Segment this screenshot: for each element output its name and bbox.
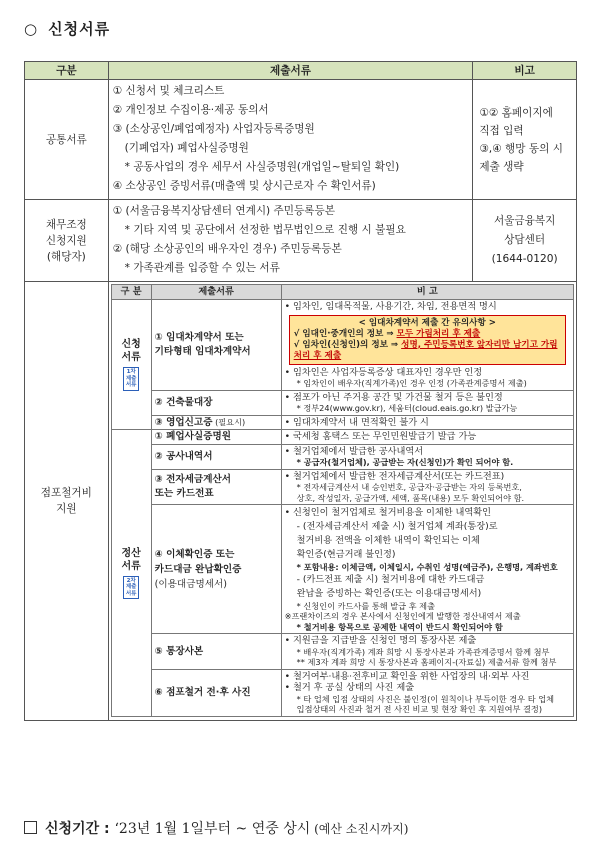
settlement-label xyxy=(111,430,151,717)
transfer-remark-9: ※프랜차이즈의 경우 본사에서 신청인에게 발행한 정산내역서 제출 xyxy=(284,611,521,621)
transfer-doc-1: ④ 이체확인증 또는 xyxy=(154,548,235,560)
inner-header-remarks: 비 고 xyxy=(281,285,573,300)
building-row xyxy=(111,390,573,415)
tax-remark-1: • 철거업체에서 발급한 전자세금계산서(또는 카드전표) xyxy=(284,470,505,482)
bankbook-remarks xyxy=(281,634,573,670)
construction-remark-2: * 공급자(철거업체), 공급받는 자(신청인)가 확인 되어야 함. xyxy=(296,457,514,467)
photo-remarks xyxy=(281,669,573,716)
inner-header-row xyxy=(111,285,573,300)
bankbook-remark-1: • 지원금을 지급받을 신청인 명의 통장사본 제출 xyxy=(284,635,477,646)
tax-doc-2: 또는 카드전표 xyxy=(154,487,214,499)
tax-remarks xyxy=(281,469,573,505)
warning-line-2-prefix: √ 임차인(신청인)의 정보 ⇒ xyxy=(293,339,402,350)
photo-remark-3: * 타 업체 입점 상태의 사진은 불인정(이 원칙이나 부득이한 경우 타 업체 xyxy=(296,693,555,704)
photo-doc: ⑥ 점포철거 전·후 사진 xyxy=(151,669,281,716)
common-line-2: ② 개인정보 수집이용·제공 동의서 xyxy=(112,104,269,116)
title-text: 신청서류 xyxy=(48,20,111,38)
closure-doc: ① 폐업사실증명원 xyxy=(151,430,281,445)
common-line-3: ③ (소상공인/폐업예정자) 사업자등록증명원 xyxy=(112,123,315,135)
photo-remark-2: • 철거 후 공실 상태의 사진 제출 xyxy=(284,682,415,693)
header-documents: 제출서류 xyxy=(108,62,473,80)
debt-documents xyxy=(108,200,473,282)
inner-header-category: 구 분 xyxy=(111,285,151,300)
lease-remark-bottom-2: * 임차인이 배우자(직계가족)인 경우 인정 (가족관계증명서 제출) xyxy=(296,378,527,388)
lease-doc-2: 기타형태 임대차계약서 xyxy=(154,345,251,357)
stamp-1-line-1: 1차 xyxy=(126,369,136,376)
tax-doc xyxy=(151,469,281,505)
lease-warning-box xyxy=(289,315,566,365)
debt-line-1: ① (서울금융복지상담센터 연계시) 주민등록등본 xyxy=(112,205,335,217)
debt-category xyxy=(25,200,109,282)
common-line-1: ① 신청서 및 체크리스트 xyxy=(112,85,225,97)
tax-remark-2: * 전자세금계산서 내 승인번호, 공급자·공급받는 자의 등록번호, xyxy=(296,482,522,492)
warning-title: < 임대차계약서 제출 간 유의사항 > xyxy=(358,317,496,328)
common-remark-2: 직접 입력 xyxy=(479,124,524,137)
transfer-doc xyxy=(151,505,281,634)
stamp-2-line-3: 서류 xyxy=(125,590,137,597)
common-line-5: * 공동사업의 경우 세무서 사실증명원(개업일~탈퇴일 확인) xyxy=(124,161,400,173)
photo-remark-1: • 철거여부·내용·전후비교 확인을 위한 사업장의 내·외부 사진 xyxy=(284,670,530,682)
application-label-1: 신청 xyxy=(121,339,141,351)
transfer-remark-6: - (카드전표 제출 시) 철거비용에 대한 카드대금 xyxy=(296,573,485,585)
construction-remarks xyxy=(281,444,573,469)
closure-remarks: • 국세청 홈택스 또는 무인민원발급기 발급 가능 xyxy=(281,430,573,445)
debt-line-3: ② (해당 소상공인의 배우자인 경우) 주민등록등본 xyxy=(112,243,342,255)
lease-remark-bottom-1: • 임차인은 사업자등록증상 대표자인 경우만 인정 xyxy=(284,366,483,378)
debt-remark-2: 상담센터 xyxy=(504,234,546,246)
inner-header-documents: 제출서류 xyxy=(151,285,281,300)
closure-row xyxy=(111,430,573,445)
construction-doc: ② 공사내역서 xyxy=(151,444,281,469)
license-note: (필요시) xyxy=(212,416,246,427)
documents-table xyxy=(24,61,577,721)
warning-line-2 xyxy=(294,340,561,362)
common-documents xyxy=(108,80,473,200)
photo-remark-4: 입점상태의 사진과 철거 전 사진 비교 및 현장 확인 후 지원여부 결정) xyxy=(296,704,543,714)
common-remark-4: 제출 생략 xyxy=(479,160,524,173)
license-row xyxy=(111,415,573,430)
first-submission-stamp xyxy=(123,367,140,391)
transfer-remark-10: * 철거비용 항목으로 공제한 내역이 반드시 확인되어야 함 xyxy=(296,621,503,632)
photo-row xyxy=(111,669,573,716)
debt-category-3: (해당자) xyxy=(46,250,86,263)
store-detail-table xyxy=(111,284,574,717)
transfer-row xyxy=(111,505,573,634)
common-line-6: ④ 소상공인 증빙서류(매출액 및 상시근로자 수 확인서류) xyxy=(112,180,376,192)
debt-remark-3: (1644-0120) xyxy=(491,253,558,265)
bankbook-row xyxy=(111,634,573,670)
second-submission-stamp xyxy=(123,576,140,600)
transfer-remark-7: 완납을 증빙하는 확인증(또는 이용대금명세서) xyxy=(296,587,482,599)
building-remark-2: * 정부24(www.gov.kr), 세움터(cloud.eais.go.kr) 발급가능 xyxy=(296,403,518,413)
period-value: ‘23년 1월 1일부터 ~ 연중 상시 xyxy=(114,821,311,837)
bankbook-remark-3: ** 제3자 계좌 희망 시 통장사본과 홈페이지-(자료실) 제출서류 함께 첨부 xyxy=(296,657,557,667)
license-doc: ③ 영업신고증 xyxy=(154,416,213,428)
section-title xyxy=(24,18,110,39)
store-row xyxy=(25,282,577,721)
store-category-1: 점포철거비 xyxy=(40,486,92,499)
header-category: 구분 xyxy=(25,62,109,80)
application-label-2: 서류 xyxy=(121,352,141,364)
tax-row xyxy=(111,469,573,505)
lease-remarks xyxy=(281,300,573,391)
transfer-doc-3: (이용대금명세서) xyxy=(154,578,228,590)
license-remarks: • 임대차계약서 내 면적확인 불가 시 xyxy=(281,415,573,430)
building-remarks xyxy=(281,390,573,415)
title-bullet: ○ xyxy=(24,20,39,38)
transfer-remark-1: • 신청인이 철거업체로 철거비용을 이체한 내역확인 xyxy=(284,507,492,518)
lease-remark-top: • 임차인, 임대목적물, 사용기간, 차임, 전용면적 명시 xyxy=(284,301,497,312)
common-remark-1: ①② 홈페이지에 xyxy=(479,106,553,119)
debt-category-1: 채무조정 xyxy=(45,218,87,231)
debt-remarks xyxy=(473,200,577,282)
warning-line-1 xyxy=(294,329,561,340)
transfer-remark-3: 철거비용 전액을 이체한 내역이 확인되는 이체 xyxy=(296,535,480,546)
common-row xyxy=(25,80,577,200)
debt-line-2: * 기타 지역 및 공단에서 선정한 법무법인으로 진행 시 불필요 xyxy=(124,224,406,236)
transfer-remark-8: * 신청인이 카드사를 통해 발급 후 제출 xyxy=(296,600,436,611)
debt-remark-1: 서울금융복지 xyxy=(493,215,556,227)
building-doc: ② 건축물대장 xyxy=(151,390,281,415)
application-period xyxy=(24,818,408,838)
license-doc-cell xyxy=(151,415,281,430)
period-label: 신청기간 xyxy=(45,821,100,837)
stamp-1-line-3: 서류 xyxy=(125,382,137,389)
stamp-2-line-1: 2차 xyxy=(126,577,136,584)
application-label xyxy=(111,300,151,430)
bankbook-remark-2: * 배우자(직계가족) 계좌 희망 시 통장사본과 가족관계증명서 함께 첨부 xyxy=(296,646,550,657)
construction-row xyxy=(111,444,573,469)
transfer-remarks xyxy=(281,505,573,634)
construction-remark-1: • 철거업체에서 발급한 공사내역서 xyxy=(284,445,424,457)
period-note: (예산 소진시까지) xyxy=(310,822,409,836)
header-remarks: 비고 xyxy=(473,62,577,80)
store-detail-cell xyxy=(108,282,576,721)
warning-line-1-emphasis: 모두 가림처리 후 제출 xyxy=(396,328,481,339)
debt-row xyxy=(25,200,577,282)
debt-category-2: 신청지원 xyxy=(45,234,87,247)
transfer-remark-5: * 포함내용: 이체금액, 이체일시, 수취인 성명(예금주), 은행명, 계좌번호 xyxy=(296,562,558,572)
debt-line-4: * 가족관계를 입증할 수 있는 서류 xyxy=(124,262,280,274)
lease-doc xyxy=(151,300,281,391)
common-remarks xyxy=(473,80,577,200)
lease-row xyxy=(111,300,573,391)
tax-doc-1: ③ 전자세금계산서 xyxy=(154,473,231,485)
settlement-label-1: 정산 xyxy=(121,547,141,559)
lease-doc-1: ① 임대차계약서 또는 xyxy=(154,331,244,343)
settlement-label-2: 서류 xyxy=(121,560,141,572)
checkbox-square-icon xyxy=(24,821,37,834)
common-remark-3: ③,④ 행망 동의 시 xyxy=(479,142,563,155)
stamp-2-line-2: 제출 xyxy=(125,584,137,590)
period-separator: : xyxy=(99,821,115,837)
bankbook-doc: ⑤ 통장사본 xyxy=(151,634,281,670)
common-line-4: (기폐업자) 폐업사실증명원 xyxy=(124,142,249,154)
warning-line-1-prefix: √ 임대인·중개인의 정보 ⇒ xyxy=(293,328,397,339)
warning-line-2-emphasis: 성명, 주민등록번호 앞자리만 남기고 가림처리 후 제출 xyxy=(293,339,558,361)
building-remark-1: • 점포가 아닌 주거용 공간 및 가건물 철거 등은 불인정 xyxy=(284,391,503,403)
transfer-remark-2: - (전자세금계산서 제출 시) 철거업체 계좌(통장)로 xyxy=(296,521,498,532)
transfer-doc-2: 카드대금 완납확인증 xyxy=(154,563,242,575)
common-category: 공통서류 xyxy=(25,80,109,200)
header-row xyxy=(25,62,577,80)
store-category-2: 지원 xyxy=(56,502,77,515)
transfer-remark-4: 확인증(현금거래 불인정) xyxy=(296,549,396,560)
store-category xyxy=(25,282,109,721)
stamp-1-line-2: 제출 xyxy=(125,375,137,382)
tax-remark-3: 상호, 작성일자, 공급가액, 세액, 품목(내용) 모두 확인되어야 함. xyxy=(296,492,525,503)
